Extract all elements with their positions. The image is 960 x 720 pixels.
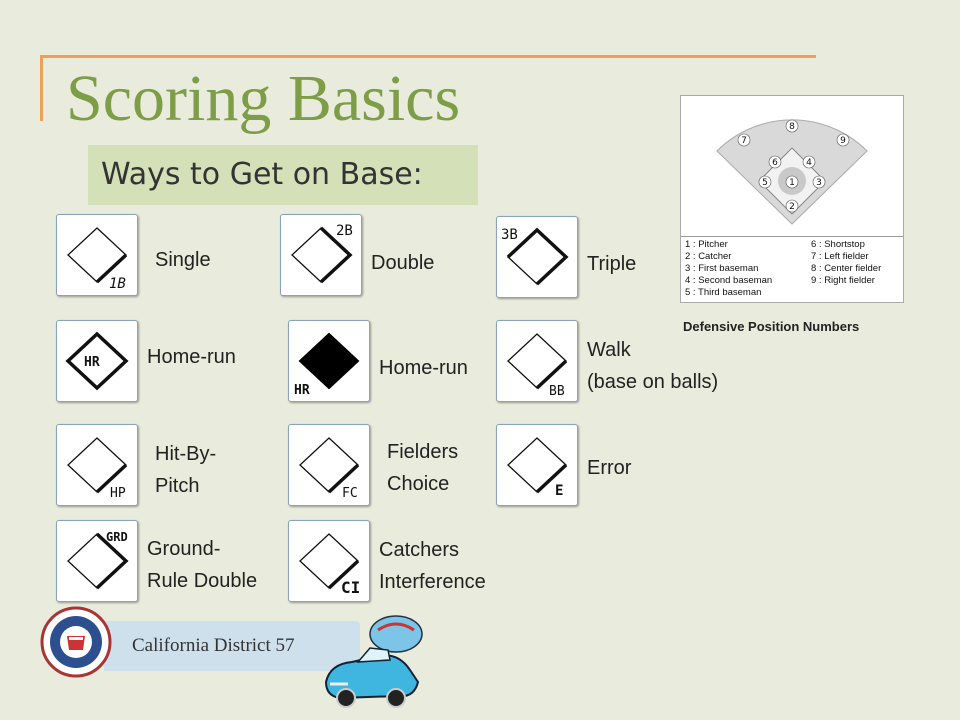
home-run-filled-icon bbox=[289, 321, 369, 401]
mark-text: 1B bbox=[109, 276, 126, 292]
position-6: 6 bbox=[772, 158, 778, 168]
walk-icon bbox=[497, 321, 577, 401]
label-home-run: Home-run bbox=[147, 346, 236, 368]
section-subtitle: Ways to Get on Base: bbox=[88, 145, 478, 205]
card-hit-by-pitch bbox=[56, 424, 138, 506]
position-9: 9 bbox=[840, 136, 846, 146]
baseball-field-icon bbox=[681, 96, 903, 236]
mark-text: 3B bbox=[501, 227, 518, 243]
card-double bbox=[280, 214, 362, 296]
position-4: 4 bbox=[806, 158, 812, 168]
label-ground-rule-double: Ground- Rule Double bbox=[147, 538, 258, 592]
district-car-logo-icon bbox=[318, 612, 428, 712]
single-base-icon bbox=[57, 215, 137, 295]
label-error: Error bbox=[587, 457, 632, 479]
mark-text: HR bbox=[84, 355, 100, 370]
error-icon bbox=[497, 425, 577, 505]
label-triple: Triple bbox=[587, 253, 637, 275]
label-home-run-filled: Home-run bbox=[379, 357, 468, 379]
card-home-run-filled bbox=[288, 320, 370, 402]
position-2: 2 bbox=[789, 202, 795, 212]
mark-text: GRD bbox=[106, 530, 128, 544]
mark-text: BB bbox=[549, 384, 565, 399]
label-walk: Walk (base on balls) bbox=[587, 339, 719, 393]
label-double: Double bbox=[371, 252, 435, 274]
mark-text: FC bbox=[342, 486, 358, 501]
diagram-caption: Defensive Position Numbers bbox=[683, 319, 860, 334]
position-3: 3 bbox=[816, 178, 822, 188]
mark-text: HR bbox=[294, 383, 310, 398]
card-ground-rule-double bbox=[56, 520, 138, 602]
mark-text: 2B bbox=[336, 223, 353, 239]
hit-by-pitch-icon bbox=[57, 425, 137, 505]
card-catchers-interference bbox=[288, 520, 370, 602]
position-legend: 1 : Pitcher 2 : Catcher 3 : First baseman 4 : Second baseman 5 : Third baseman 6 : Shortstop 7 : Left fielder 8 : Center fielder 9 : Right fielder bbox=[681, 236, 903, 303]
page-title: Scoring Basics bbox=[66, 62, 461, 135]
label-catchers-interference: Catchers Interference bbox=[379, 539, 486, 593]
position-5: 5 bbox=[762, 178, 768, 188]
card-error bbox=[496, 424, 578, 506]
card-single bbox=[56, 214, 138, 296]
little-league-logo-icon bbox=[40, 606, 112, 678]
card-fielders-choice bbox=[288, 424, 370, 506]
double-base-icon bbox=[281, 215, 361, 295]
footer-text: California District 57 bbox=[132, 635, 295, 656]
home-run-icon bbox=[57, 321, 137, 401]
mark-text: CI bbox=[341, 578, 361, 597]
position-7: 7 bbox=[741, 136, 747, 146]
position-8: 8 bbox=[789, 122, 795, 132]
defensive-position-diagram bbox=[680, 95, 904, 303]
mark-text: HP bbox=[110, 486, 126, 501]
position-1: 1 bbox=[789, 178, 795, 188]
ground-rule-double-icon bbox=[57, 521, 137, 601]
label-fielders-choice: Fielders Choice bbox=[387, 441, 459, 495]
label-hit-by-pitch: Hit-By- Pitch bbox=[155, 443, 217, 497]
title-frame-top bbox=[40, 55, 816, 58]
card-home-run bbox=[56, 320, 138, 402]
triple-base-icon bbox=[497, 217, 577, 297]
label-single: Single bbox=[155, 249, 211, 271]
catchers-interference-icon bbox=[289, 521, 369, 601]
card-triple bbox=[496, 216, 578, 298]
card-walk bbox=[496, 320, 578, 402]
fielders-choice-icon bbox=[289, 425, 369, 505]
mark-text: E bbox=[555, 483, 564, 499]
title-frame-left bbox=[40, 55, 43, 121]
